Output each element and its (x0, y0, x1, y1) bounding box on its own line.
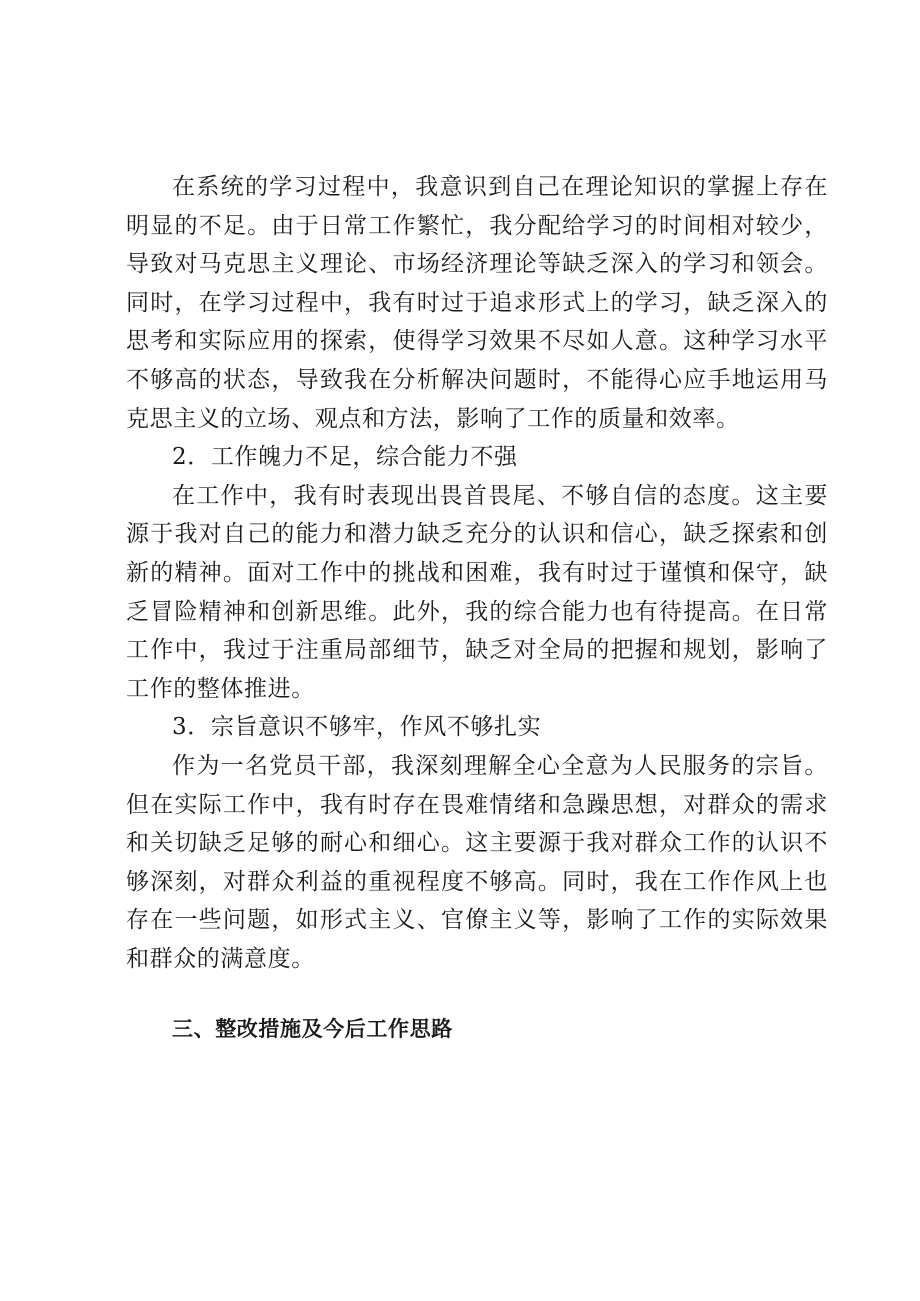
section-heading-rectification: 三、整改措施及今后工作思路 (172, 1017, 453, 1042)
document-body (126, 168, 828, 1049)
subheading-work-ability: 2．工作魄力不足，综合能力不强 (172, 444, 518, 471)
subheading-purpose-awareness: 3．宗旨意识不够牢，作风不够扎实 (172, 714, 542, 741)
paragraph-purpose-awareness: 作为一名党员干部，我深刻理解全心全意为人民服务的宗旨。但在实际工作中，我有时存在畏难情绪和急躁思想，对群众的需求和关切缺乏足够的耐心和细心。这主要源于我对群众工作的认识不够深刻，对群众利益的重视程度不够高。同时，我在工作作风上也存在一些问题，如形式主义、官僚主义等，影响了工作的实际效果和群众的满意度。 (126, 752, 828, 972)
paragraph-study-shortcomings: 在系统的学习过程中，我意识到自己在理论知识的掌握上存在明显的不足。由于日常工作繁忙，我分配给学习的时间相对较少，导致对马克思主义理论、市场经济理论等缺乏深入的学习和领会。同时，在学习过程中，我有时过于追求形式上的学习，缺乏深入的思考和实际应用的探索，使得学习效果不尽如人意。这种学习水平不够高的状态，导致我在分析解决问题时，不能得心应手地运用马克思主义的立场、观点和方法，影响了工作的质量和效率。 (126, 174, 828, 432)
paragraph-work-ability: 在工作中，我有时表现出畏首畏尾、不够自信的态度。这主要源于我对自己的能力和潜力缺乏充分的认识和信心，缺乏探索和创新的精神。面对工作中的挑战和困难，我有时过于谨慎和保守，缺乏冒险精神和创新思维。此外，我的综合能力也有待提高。在日常工作中，我过于注重局部细节，缺乏对全局的把握和规划，影响了工作的整体推进。 (126, 482, 828, 702)
